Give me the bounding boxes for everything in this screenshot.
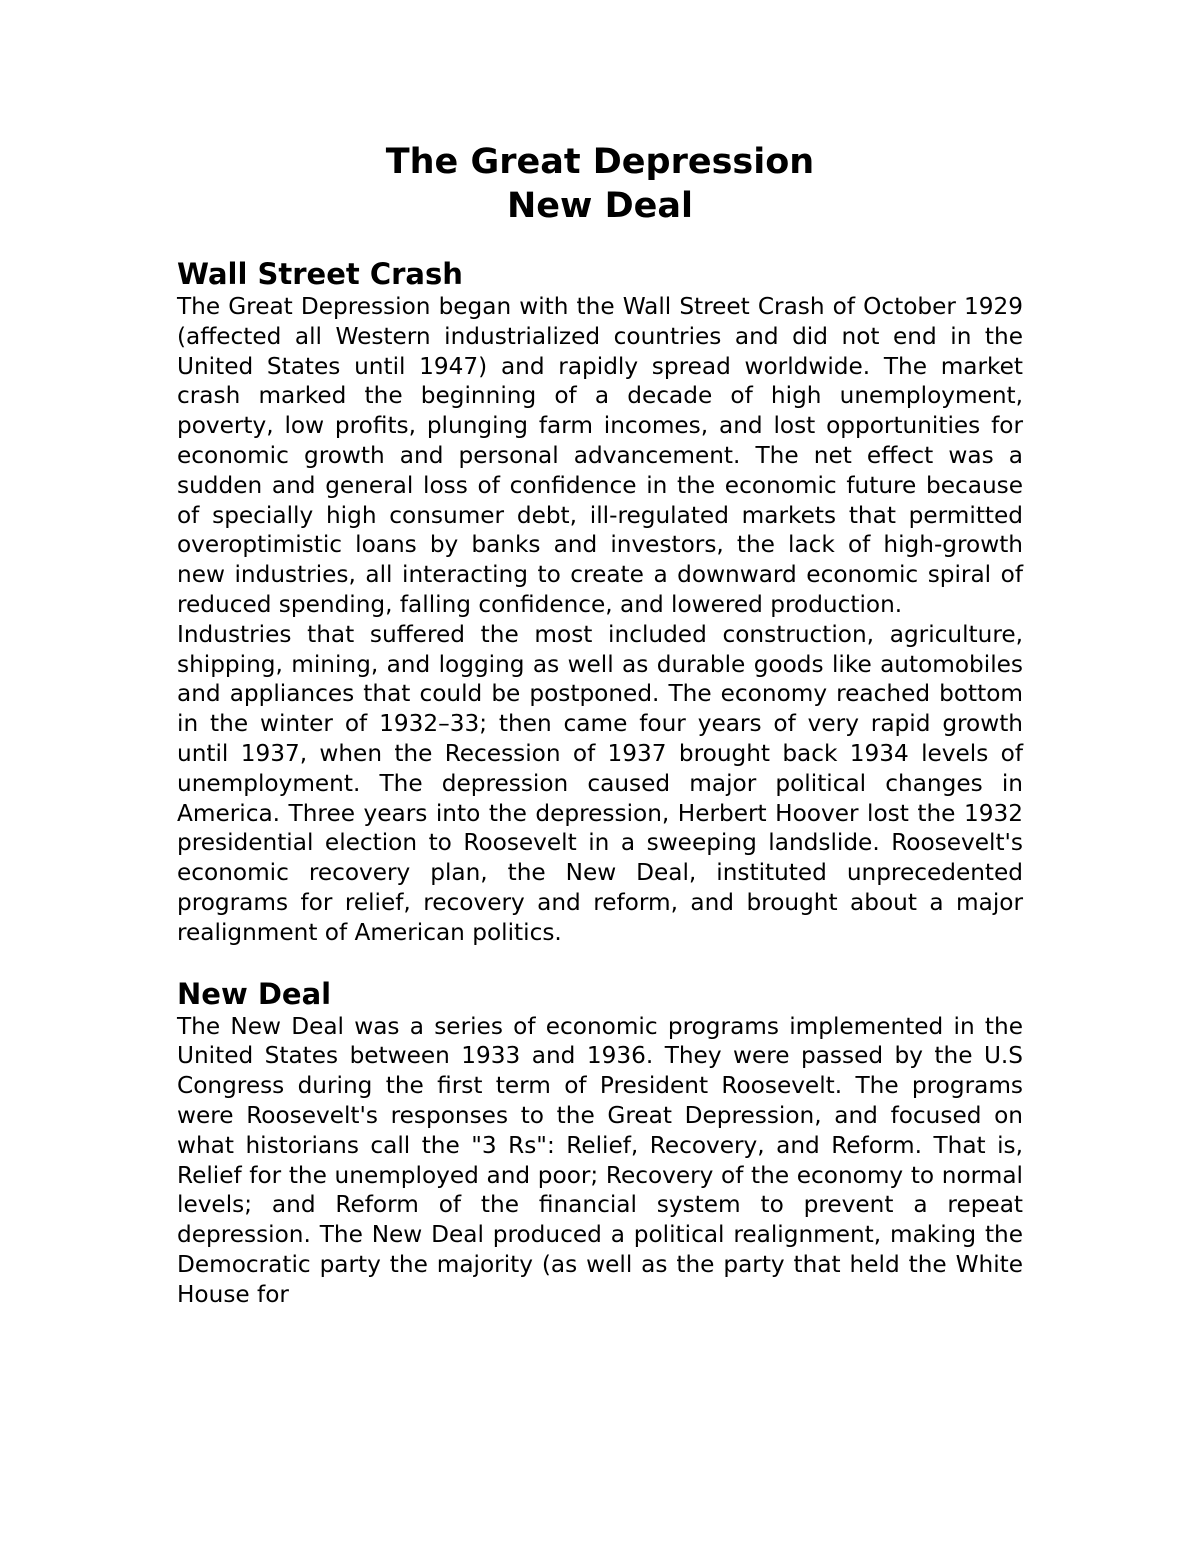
document-title <box>177 140 1023 228</box>
paragraph-new-deal-1: The New Deal was a series of economic programs implemented in the United States between 1933 and 1936. They were passed by the U.S Congress during the first term of President Roosevelt. The programs were Roosevelt's responses to the Great Depression, and focused on what historians call the "3 Rs": Relief, Recovery, and Reform. That is, Relief for the unemployed and poor; Recovery of the economy to normal levels; and Reform of the financial system to prevent a repeat depression. The New Deal produced a political realignment, making the Democratic party the majority (as well as the party that held the White House for <box>177 1012 1023 1308</box>
paragraph-crash-2: Industries that suffered the most included construction, agriculture, shipping, mining, and logging as well as durable goods like automobiles and appliances that could be postponed. The economy reached bottom in the winter of 1932–33; then came four years of very rapid growth until 1937, when the Recession of 1937 brought back 1934 levels of unemployment. The depression caused major political changes in America. Three years into the depression, Herbert Hoover lost the 1932 presidential election to Roosevelt in a sweeping landslide. Roosevelt's economic recovery plan, the New Deal, instituted unprecedented programs for relief, recovery and reform, and brought about a major realignment of American politics. <box>177 620 1023 946</box>
title-line-1: The Great Depression <box>385 142 815 182</box>
paragraph-crash-1: The Great Depression began with the Wall Street Crash of October 1929 (affected all Western industrialized countries and did not end in the United States until 1947) and rapidly spread worldwide. The market crash marked the beginning of a decade of high unemployment, poverty, low profits, plunging farm incomes, and lost opportunities for economic growth and personal advancement. The net effect was a sudden and general loss of confidence in the economic future because of specially high consumer debt, ill-regulated markets that permitted overoptimistic loans by banks and investors, the lack of high-growth new industries, all interacting to create a downward economic spiral of reduced spending, falling confidence, and lowered production. <box>177 293 1023 618</box>
title-line-2: New Deal <box>507 186 693 226</box>
section-heading-new-deal: New Deal <box>177 976 332 1011</box>
section-heading-wall-street-crash: Wall Street Crash <box>177 257 463 291</box>
document-page <box>177 140 1023 1310</box>
